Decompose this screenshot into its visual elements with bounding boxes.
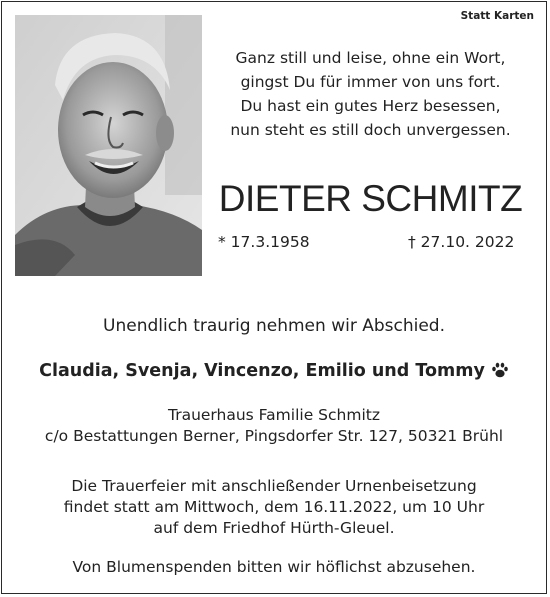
- ceremony-line: auf dem Friedhof Hürth-Gleuel.: [153, 519, 395, 537]
- poem: [203, 46, 538, 142]
- poem-line: gingst Du für immer von uns fort.: [240, 73, 501, 91]
- death-date: † 27.10. 2022: [408, 233, 515, 251]
- farewell-text: Unendlich traurig nehmen wir Abschied.: [103, 316, 445, 336]
- flower-note: Von Blumenspenden bitten wir höflichst abzusehen.: [72, 558, 476, 576]
- family-names: [0, 361, 548, 384]
- ceremony-line: Die Trauerfeier mit anschließender Urnenbeisetzung: [71, 477, 477, 495]
- address-line: Trauerhaus Familie Schmitz: [168, 406, 380, 424]
- paw-icon: [491, 361, 509, 384]
- poem-line: Ganz still und leise, ohne ein Wort,: [235, 49, 506, 67]
- ceremony-block: [0, 476, 548, 539]
- poem-line: Du hast ein gutes Herz besessen,: [240, 97, 501, 115]
- address-line: c/o Bestattungen Berner, Pingsdorfer Str. 127, 50321 Brühl: [44, 427, 504, 445]
- address-block: [0, 405, 548, 447]
- poem-line: nun steht es still doch unvergessen.: [230, 121, 511, 139]
- birth-date: * 17.3.1958: [218, 233, 310, 251]
- portrait-photo: [15, 15, 202, 276]
- deceased-name: DIETER SCHMITZ: [218, 178, 523, 219]
- statt-karten-label: Statt Karten: [460, 10, 534, 22]
- family-names-text: Claudia, Svenja, Vincenzo, Emilio und Tommy: [39, 361, 485, 381]
- ceremony-line: findet statt am Mittwoch, dem 16.11.2022, um 10 Uhr: [63, 498, 485, 516]
